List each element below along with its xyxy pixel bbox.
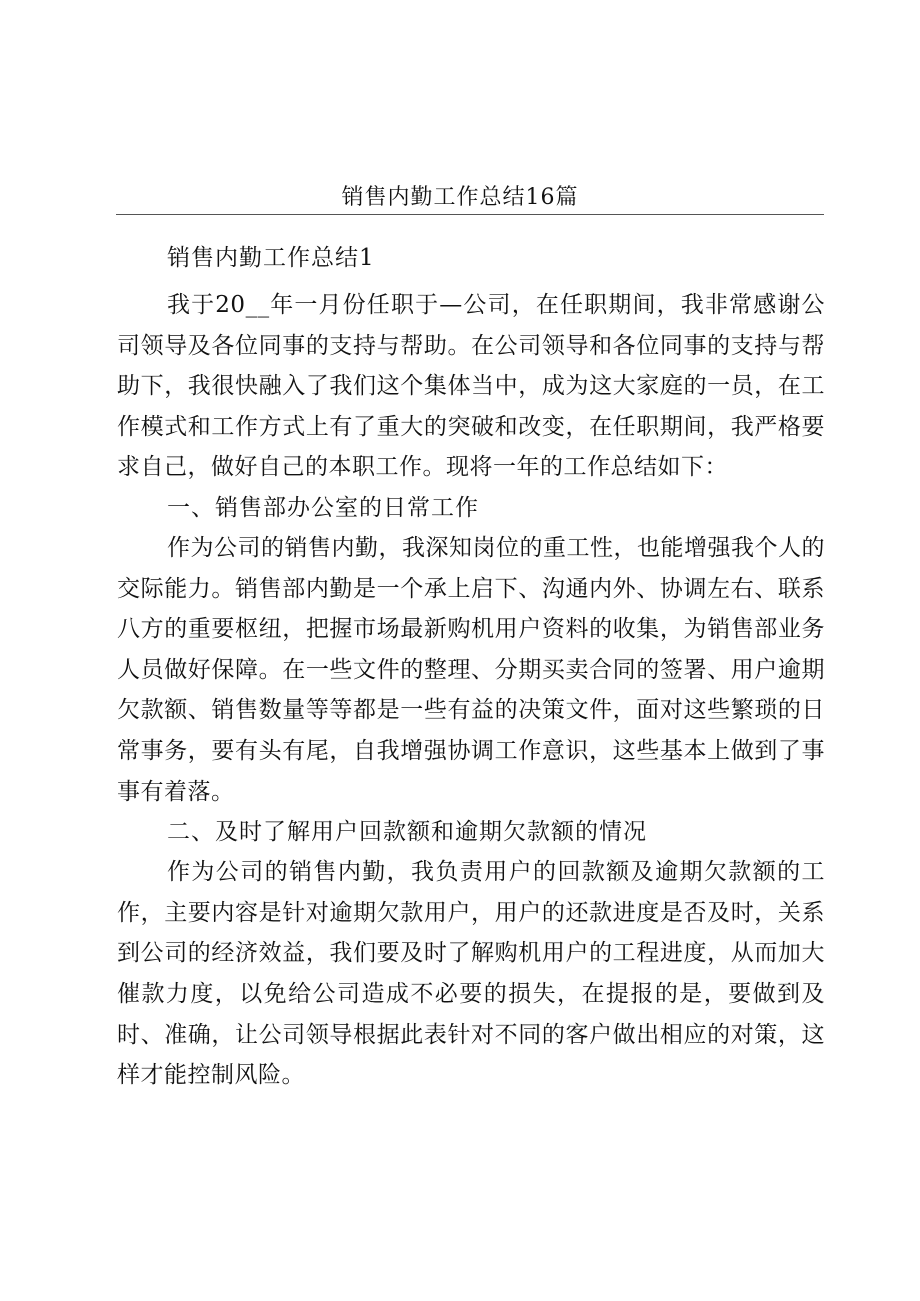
heading-payment-tracking: 二、及时了解用户回款额和逾期欠款额的情况	[167, 819, 647, 846]
document-body	[117, 238, 825, 1096]
heading-daily-work: 一、销售部办公室的日常工作	[167, 494, 479, 521]
paragraph-daily-work: 作为公司的销售内勤，我深知岗位的重工性，也能增强我个人的交际能力。销售部内勤是一个承上启下、沟通内外、协调左右、联系八方的重要枢纽，把握市场最新购机用户资料的收集，为销售部业务人员做好保障。在一些文件的整理、分期买卖合同的签署、用户逾期欠款额、销售数量等等都是一些有益的决策文件，面对这些繁琐的日常事务，要有头有尾，自我增强协调工作意识，这些基本上做到了事事有着落。	[117, 534, 825, 805]
paragraph-intro: 我于20__年一月份任职于—公司，在任职期间，我非常感谢公司领导及各位同事的支持与帮助。在公司领导和各位同事的支持与帮助下，我很快融入了我们这个集体当中，成为这大家庭的一员，在工作模式和工作方式上有了重大的突破和改变，在任职期间，我严格要求自己，做好自己的本职工作。现将一年的工作总结如下：	[117, 292, 825, 481]
spacer	[117, 278, 825, 285]
document-title: 销售内勤工作总结16篇	[341, 185, 579, 210]
title-underline	[116, 214, 824, 215]
section-title: 销售内勤工作总结1	[167, 245, 375, 271]
paragraph-payment-tracking: 作为公司的销售内勤，我负责用户的回款额及逾期欠款额的工作，主要内容是针对逾期欠款用户，用户的还款进度是否及时，关系到公司的经济效益，我们要及时了解购机用户的工程进度，从而加大催款力度，以免给公司造成不必要的损失，在提报的是，要做到及时、准确，让公司领导根据此表针对不同的客户做出相应的对策，这样才能控制风险。	[117, 859, 825, 1089]
